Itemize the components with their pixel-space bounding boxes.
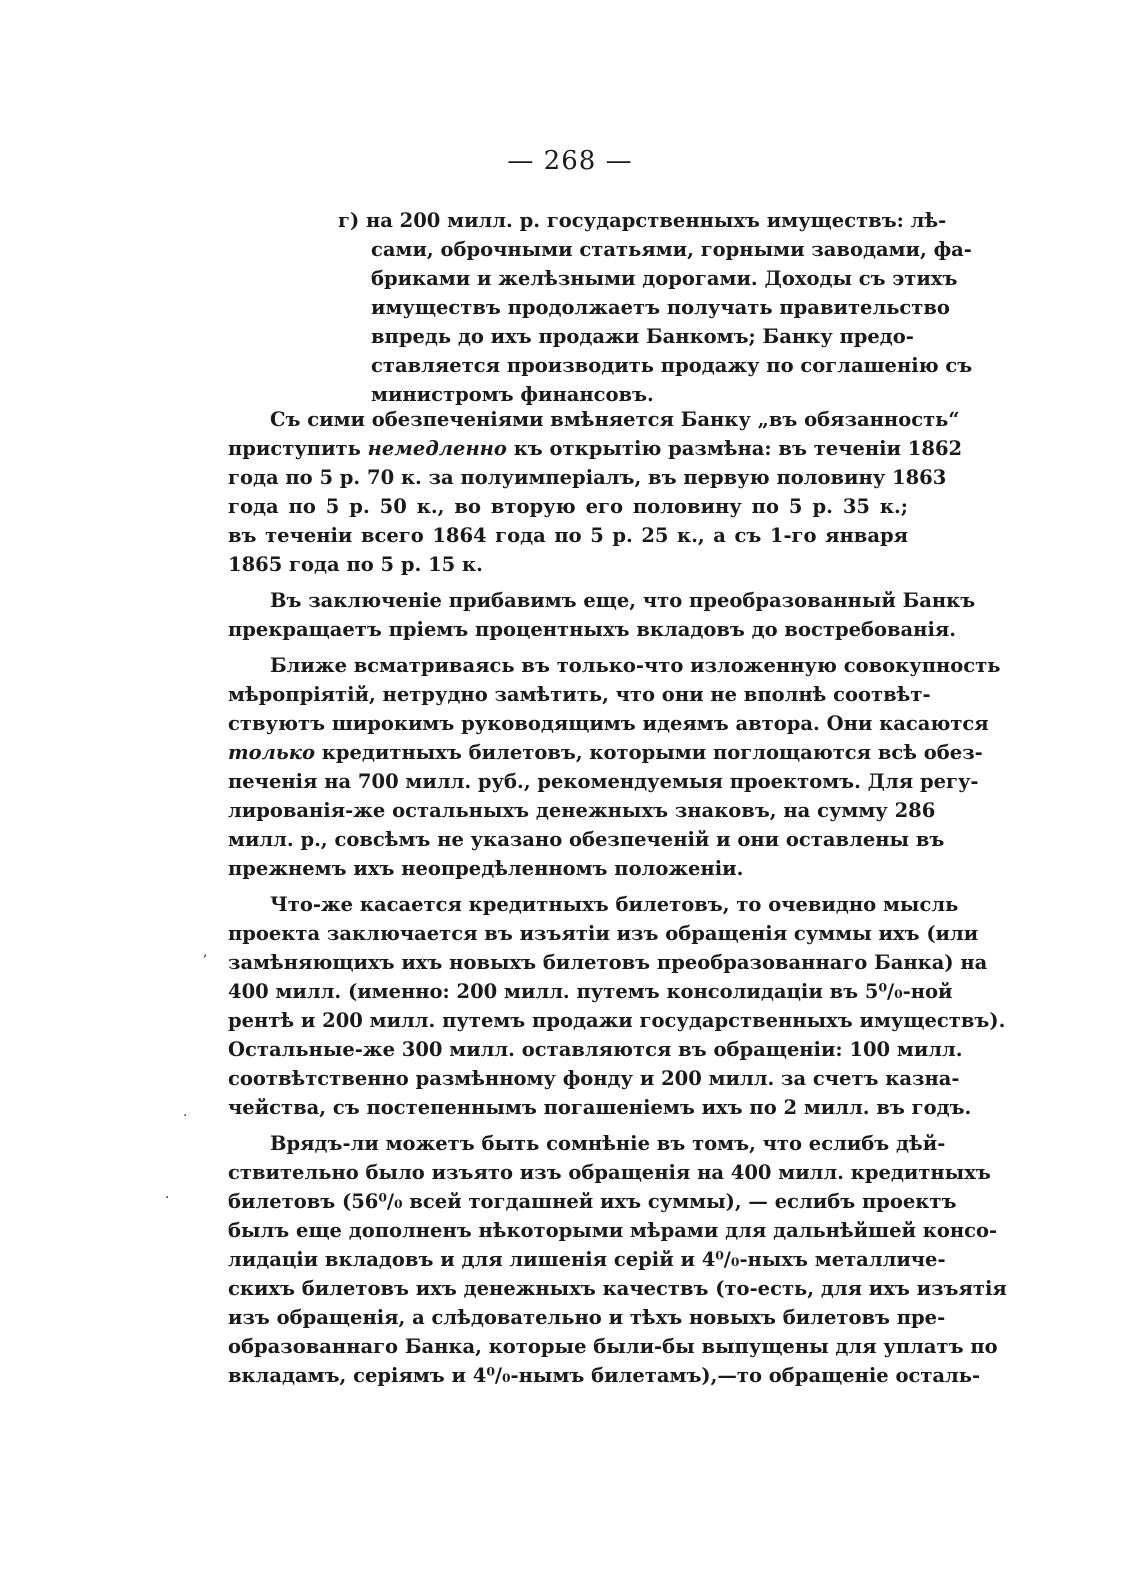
text-line: ставляется производить продажу по соглашенію съ xyxy=(371,354,973,377)
text-line: печенія на 700 милл. руб., рекомендуемыя проектомъ. Для регу- xyxy=(228,770,979,793)
paragraph xyxy=(228,651,1001,883)
paragraph xyxy=(228,586,976,644)
margin-mark: · xyxy=(165,1190,170,1206)
text-line: имуществъ продолжаетъ получать правительство xyxy=(371,296,950,319)
text-line: 1865 года по 5 р. 15 к. xyxy=(228,553,483,576)
text-line: соотвѣтственно размѣнному фонду и 200 милл. за счетъ казна- xyxy=(228,1067,960,1090)
paragraph xyxy=(228,1129,1007,1390)
text-line: замѣняющихъ ихъ новыхъ билетовъ преобразованнаго Банка) на xyxy=(228,951,988,974)
text-line: ствуютъ широкимъ руководящимъ идеямъ автора. Они касаются xyxy=(228,712,989,735)
text-line: Съ сими обезпеченіями вмѣняется Банку „въ обязанность“ xyxy=(270,408,960,431)
text-line: 400 милл. (именно: 200 милл. путемъ консолидаціи въ 5⁰/₀-ной xyxy=(228,980,953,1003)
text-line: вкладамъ, серіямъ и 4⁰/₀-нымъ билетамъ),—то обращеніе осталь- xyxy=(228,1364,981,1387)
text-line: г) на 200 милл. р. государственныхъ имуществъ: лѣ- xyxy=(338,209,947,232)
emphasis: немедленно xyxy=(367,437,507,460)
text-line: рентѣ и 200 милл. путемъ продажи государственныхъ имуществъ). xyxy=(228,1009,1006,1032)
text-line: сами, оброчными статьями, горными заводами, фа- xyxy=(371,238,972,261)
emphasis: только xyxy=(228,741,315,764)
text-line: былъ еще дополненъ нѣкоторыми мѣрами для дальнѣйшей консо- xyxy=(228,1219,998,1242)
text-line: лидаціи вкладовъ и для лишенія серій и 4⁰/₀-ныхъ металличе- xyxy=(228,1248,946,1271)
text-line: прекращаетъ пріемъ процентныхъ вкладовъ до востребованія. xyxy=(228,618,957,641)
paragraph xyxy=(228,890,1006,1122)
text-line: милл. р., совсѣмъ не указано обезпеченій и они оставлены въ xyxy=(228,828,945,851)
text-line: изъ обращенія, а слѣдовательно и тѣхъ новыхъ билетовъ пре- xyxy=(228,1306,946,1329)
page-number: — 268 — xyxy=(507,146,633,176)
text-line: министромъ финансовъ. xyxy=(371,383,654,406)
text-line: лированія-же остальныхъ денежныхъ знаковъ, на сумму 286 xyxy=(228,799,936,822)
text-line: въ теченіи всего 1864 года по 5 р. 25 к., а съ 1-го января xyxy=(228,524,908,547)
text-line: Въ заключеніе прибавимъ еще, что преобразованный Банкъ xyxy=(270,589,976,612)
text-line: Ближе всматриваясь въ только-что изложенную совокупность xyxy=(270,654,1001,677)
text-line: Остальные-же 300 милл. оставляются въ обращеніи: 100 милл. xyxy=(228,1038,963,1061)
list-item-g xyxy=(338,206,973,409)
text-line: бриками и желѣзными дорогами. Доходы съ этихъ xyxy=(371,267,958,290)
text-line: проекта заключается въ изъятіи изъ обращенія суммы ихъ (или xyxy=(228,922,979,945)
text-line: только кредитныхъ билетовъ, которыми поглощаются всѣ обез- xyxy=(228,741,983,764)
margin-mark: , xyxy=(203,944,208,960)
body-text xyxy=(228,405,1007,1397)
text-line: чейства, съ постепеннымъ погашеніемъ ихъ по 2 милл. въ годъ. xyxy=(228,1096,972,1119)
text-line: билетовъ (56⁰/₀ всей тогдашней ихъ суммы), — еслибъ проектъ xyxy=(228,1190,957,1213)
text-line: ствительно было изъято изъ обращенія на 400 милл. кредитныхъ xyxy=(228,1161,991,1184)
text-line: мѣропріятій, нетрудно замѣтить, что они не вполнѣ соотвѣт- xyxy=(228,683,931,706)
text-line: образованнаго Банка, которые были-бы выпущены для уплатъ по xyxy=(228,1335,998,1358)
text-line: скихъ билетовъ ихъ денежныхъ качествъ (то-есть, для ихъ изъятія xyxy=(228,1277,1007,1300)
text-line: прежнемъ ихъ неопредѣленномъ положеніи. xyxy=(228,857,744,880)
text-line: приступить немедленно къ открытію размѣна: въ теченіи 1862 xyxy=(228,437,963,460)
text-line: года по 5 р. 70 к. за полуимперіалъ, въ первую половину 1863 xyxy=(228,466,947,489)
text-line: впредь до ихъ продажи Банкомъ; Банку предо- xyxy=(371,325,914,348)
margin-mark: · xyxy=(183,1108,188,1124)
text-line: Что-же касается кредитныхъ билетовъ, то очевидно мысль xyxy=(270,893,959,916)
text-line: года по 5 р. 50 к., во вторую его половину по 5 р. 35 к.; xyxy=(228,495,908,518)
paragraph xyxy=(228,405,963,579)
text-line: Врядъ-ли можетъ быть сомнѣніе въ томъ, что еслибъ дѣй- xyxy=(270,1132,946,1155)
